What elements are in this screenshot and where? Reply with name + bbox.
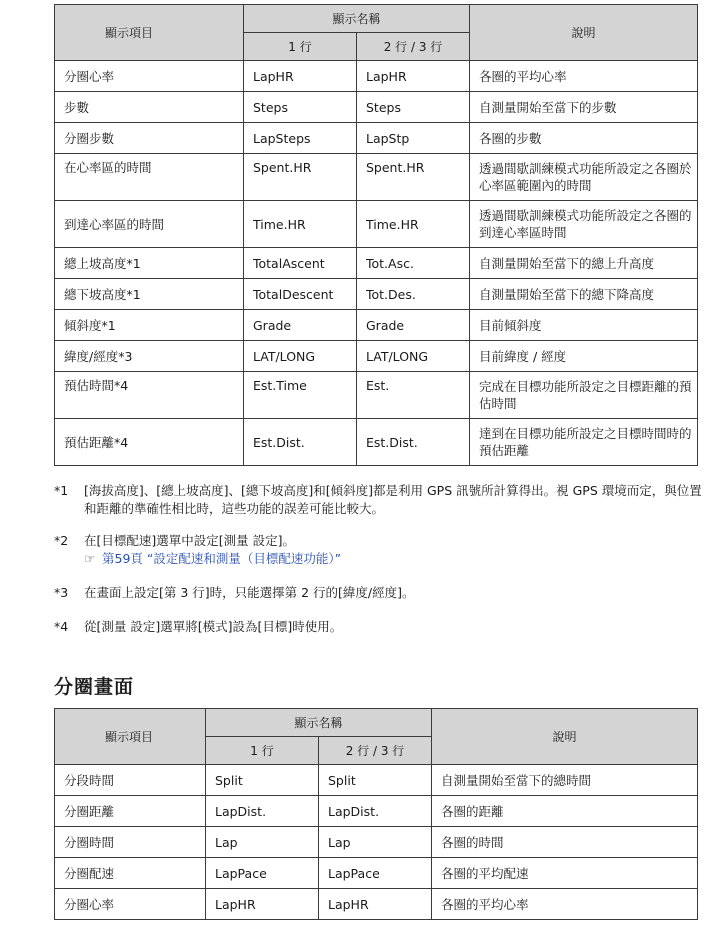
header-description: 說明 xyxy=(470,5,698,61)
cell-item: 分圈心率 xyxy=(55,61,244,92)
table-row xyxy=(55,279,698,310)
cell-row1: Est.Time xyxy=(244,372,357,419)
table-row xyxy=(55,61,698,92)
cell-row1: Steps xyxy=(244,92,357,123)
cell-item: 傾斜度*1 xyxy=(55,310,244,341)
cell-row1: LAT/LONG xyxy=(244,341,357,372)
table-row xyxy=(55,201,698,248)
header-row-2-3: 2 行 / 3 行 xyxy=(319,737,432,765)
cell-row23: Time.HR xyxy=(357,201,470,248)
cell-item: 分圈時間 xyxy=(55,827,206,858)
cell-row23: LapHR xyxy=(319,889,432,920)
cell-item: 預估時間*4 xyxy=(55,372,244,419)
reference-arrow-icon: ☞ xyxy=(84,551,96,566)
table-row xyxy=(55,765,698,796)
table-row xyxy=(55,154,698,201)
cell-row1: Grade xyxy=(244,310,357,341)
header-display-name: 顯示名稱 xyxy=(244,5,470,33)
cell-row23: Est. xyxy=(357,372,470,419)
table-row xyxy=(55,889,698,920)
header-row-1: 1 行 xyxy=(244,33,357,61)
header-display-item: 顯示項目 xyxy=(55,5,244,61)
footnote-text: 在[目標配速]選單中設定[測量 設定]。 xyxy=(84,533,295,548)
table-row xyxy=(55,248,698,279)
cell-desc: 目前緯度 / 經度 xyxy=(470,341,698,372)
header-row-2-3: 2 行 / 3 行 xyxy=(357,33,470,61)
cell-row1: TotalAscent xyxy=(244,248,357,279)
cell-desc: 各圈的平均心率 xyxy=(470,61,698,92)
cell-row1: Spent.HR xyxy=(244,154,357,201)
cell-row1: Time.HR xyxy=(244,201,357,248)
footnote-text: 從[測量 設定]選單將[模式]設為[目標]時使用。 xyxy=(84,619,343,634)
cell-row23: Spent.HR xyxy=(357,154,470,201)
table-row xyxy=(55,92,698,123)
cell-item: 緯度/經度*3 xyxy=(55,341,244,372)
cell-item: 分圈距離 xyxy=(55,796,206,827)
table-row xyxy=(55,341,698,372)
cell-row1: LapSteps xyxy=(244,123,357,154)
cell-row23: LapPace xyxy=(319,858,432,889)
cell-row23: Steps xyxy=(357,92,470,123)
cell-row23: Lap xyxy=(319,827,432,858)
table-row xyxy=(55,123,698,154)
cell-row23: Tot.Asc. xyxy=(357,248,470,279)
header-display-item: 顯示項目 xyxy=(55,709,206,765)
header-display-name: 顯示名稱 xyxy=(206,709,432,737)
cell-item: 到達心率區的時間 xyxy=(55,201,244,248)
table-row xyxy=(55,310,698,341)
table-row xyxy=(55,796,698,827)
cell-row1: Split xyxy=(206,765,319,796)
cell-desc: 各圈的平均配速 xyxy=(432,858,698,889)
cell-desc: 自測量開始至當下的總上升高度 xyxy=(470,248,698,279)
cell-row23: Tot.Des. xyxy=(357,279,470,310)
cell-row23: LAT/LONG xyxy=(357,341,470,372)
cell-desc: 自測量開始至當下的步數 xyxy=(470,92,698,123)
cell-desc: 達到在目標功能所設定之目標時間時的預估距離 xyxy=(470,419,698,466)
cell-row1: LapHR xyxy=(206,889,319,920)
table-row xyxy=(55,419,698,466)
cell-item: 預估距離*4 xyxy=(55,419,244,466)
cell-desc: 自測量開始至當下的總下降高度 xyxy=(470,279,698,310)
footnote-text: [海拔高度]、[總上坡高度]、[總下坡高度]和[傾斜度]都是利用 GPS 訊號所計算得出。視 GPS 環境而定，與位置和距離的準確性相比時，這些功能的誤差可能比較大。 xyxy=(84,483,702,516)
footnote-number: *4 xyxy=(54,619,69,634)
cell-desc: 透過間歇訓練模式功能所設定之各圈於心率區範圍內的時間 xyxy=(470,154,698,201)
cell-desc: 自測量開始至當下的總時間 xyxy=(432,765,698,796)
table-row xyxy=(55,858,698,889)
display-items-table xyxy=(54,4,698,466)
cell-desc: 透過間歇訓練模式功能所設定之各圈的到達心率區時間 xyxy=(470,201,698,248)
cell-desc: 目前傾斜度 xyxy=(470,310,698,341)
cell-row1: TotalDescent xyxy=(244,279,357,310)
lap-screen-table xyxy=(54,708,698,920)
cell-desc: 各圈的時間 xyxy=(432,827,698,858)
header-description: 說明 xyxy=(432,709,698,765)
header-row-1: 1 行 xyxy=(206,737,319,765)
cell-row1: LapHR xyxy=(244,61,357,92)
cell-row1: LapPace xyxy=(206,858,319,889)
cell-row23: Est.Dist. xyxy=(357,419,470,466)
table-row xyxy=(55,827,698,858)
cell-item: 在心率區的時間 xyxy=(55,154,244,201)
cell-item: 步數 xyxy=(55,92,244,123)
footnote-number: *2 xyxy=(54,533,69,548)
cell-row23: Split xyxy=(319,765,432,796)
cell-item: 分圈配速 xyxy=(55,858,206,889)
footnote-number: *1 xyxy=(54,483,69,498)
cell-item: 分圈心率 xyxy=(55,889,206,920)
cell-row1: Est.Dist. xyxy=(244,419,357,466)
cell-desc: 各圈的步數 xyxy=(470,123,698,154)
cell-row1: LapDist. xyxy=(206,796,319,827)
cell-row23: LapDist. xyxy=(319,796,432,827)
cell-desc: 各圈的平均心率 xyxy=(432,889,698,920)
cell-item: 總下坡高度*1 xyxy=(55,279,244,310)
page-reference-link[interactable]: 第59頁 “設定配速和測量（目標配速功能）” xyxy=(102,551,342,566)
cell-row23: LapStp xyxy=(357,123,470,154)
section-title: 分圈畫面 xyxy=(54,676,135,698)
cell-item: 總上坡高度*1 xyxy=(55,248,244,279)
footnote-text: 在畫面上設定[第 3 行]時，只能選擇第 2 行的[緯度/經度]。 xyxy=(84,585,415,600)
cell-row23: LapHR xyxy=(357,61,470,92)
table-row xyxy=(55,372,698,419)
footnote-number: *3 xyxy=(54,585,69,600)
cell-item: 分圈步數 xyxy=(55,123,244,154)
cell-row23: Grade xyxy=(357,310,470,341)
cell-desc: 各圈的距離 xyxy=(432,796,698,827)
cell-row1: Lap xyxy=(206,827,319,858)
cell-desc: 完成在目標功能所設定之目標距離的預估時間 xyxy=(470,372,698,419)
cell-item: 分段時間 xyxy=(55,765,206,796)
